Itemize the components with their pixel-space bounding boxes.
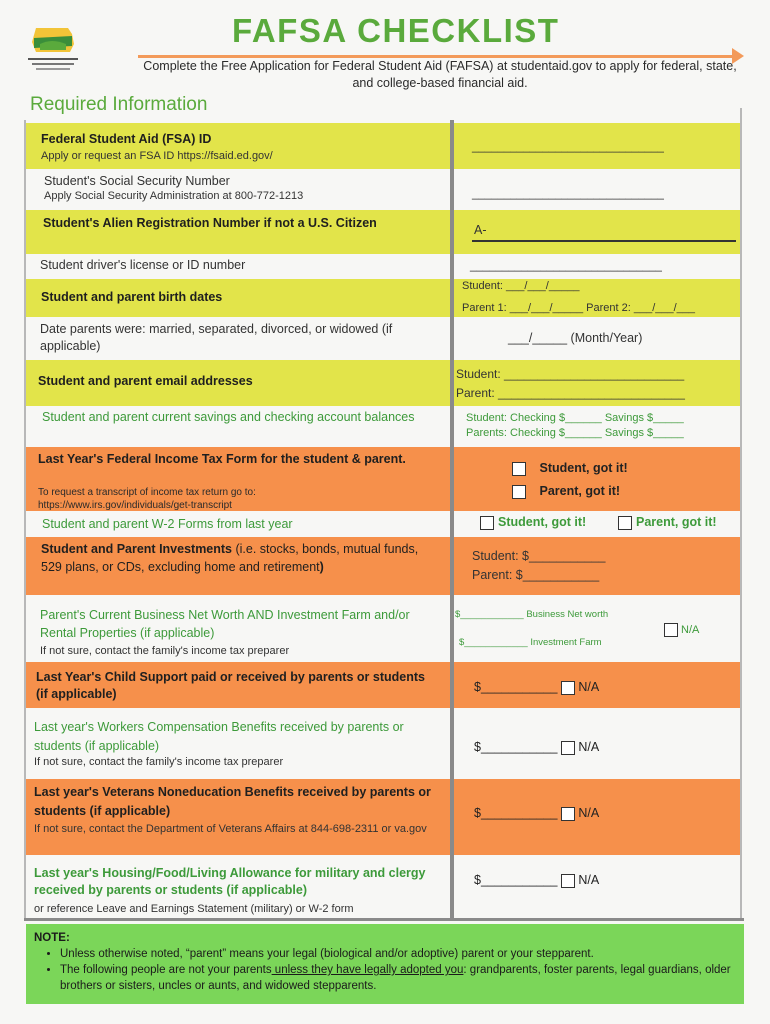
invest-title-rest: (i.e. stocks, bonds, mutual funds, 529 plans, or CDs, excluding home and retirement xyxy=(41,542,419,574)
w2-parent-label: Parent, got it! xyxy=(636,515,717,529)
row-alien-val-bg xyxy=(454,210,740,254)
note-item-parent xyxy=(60,946,736,962)
page-title: FAFSA CHECKLIST xyxy=(232,12,560,49)
child-field[interactable] xyxy=(474,680,599,695)
alien-label: Student's Alien Registration Number if not a U.S. Citizen xyxy=(43,216,377,230)
child-label: Last Year's Child Support paid or received by parents or students (if applicable) xyxy=(36,670,425,701)
email-parent-field[interactable]: Parent: ____________________________ xyxy=(456,386,685,400)
checkbox-icon[interactable] xyxy=(664,623,678,637)
veterans-label: Last year's Veterans Noneducation Benefits received by parents or students (if applicable) xyxy=(34,785,431,818)
savings-student-field[interactable]: Student: Checking $______ Savings $_____ xyxy=(466,412,684,424)
fsa-field[interactable]: ______________________________ xyxy=(472,141,664,153)
housing-amount[interactable]: $___________ xyxy=(474,873,558,887)
column-divider xyxy=(450,120,454,918)
note-box xyxy=(26,924,744,1004)
row-tax-val-bg xyxy=(454,447,740,511)
license-field[interactable]: ______________________________ xyxy=(470,260,662,272)
workers-na-label: N/A xyxy=(578,740,600,754)
workers-amount[interactable]: $___________ xyxy=(474,740,558,754)
checkbox-icon[interactable] xyxy=(561,681,575,695)
invest-parent-field[interactable]: Parent: $___________ xyxy=(472,568,600,582)
veterans-amount[interactable]: $___________ xyxy=(474,806,558,820)
email-label: Student and parent email addresses xyxy=(38,374,253,388)
section-title: Required Information xyxy=(30,94,208,115)
bottom-divider xyxy=(24,918,744,921)
checkbox-icon[interactable] xyxy=(561,874,575,888)
ssn-field[interactable]: ______________________________ xyxy=(472,188,664,200)
alien-field[interactable]: A- xyxy=(474,223,487,237)
married-label: Date parents were: married, separated, divorced, or widowed (if applicable) xyxy=(40,322,393,353)
fsa-label: Federal Student Aid (FSA) ID xyxy=(41,132,212,146)
tax-label: Last Year's Federal Income Tax Form for the student & parent. xyxy=(38,452,406,466)
note-item2-a: The following people are not your parents xyxy=(60,964,272,976)
child-na-label: N/A xyxy=(578,680,600,694)
note-heading: NOTE: xyxy=(34,932,70,944)
checkbox-icon[interactable] xyxy=(512,485,526,499)
ssn-label: Student's Social Security Number xyxy=(44,174,230,188)
note-item2-b: : grandparents, foster parents, legal guardians, older brothers or sisters, uncles or aunts, and widowed stepparents. xyxy=(60,964,731,992)
business-na-label: N/A xyxy=(681,623,700,636)
note-item2-underlined: unless they have legally adopted you xyxy=(271,964,464,976)
workers-sub: If not sure, contact the family's income tax preparer xyxy=(34,756,284,768)
checkbox-icon[interactable] xyxy=(561,741,575,755)
tax-student-label: Student, got it! xyxy=(539,461,628,475)
right-border xyxy=(740,108,742,918)
checkbox-icon[interactable] xyxy=(512,462,526,476)
w2-student-check[interactable] xyxy=(480,515,586,530)
ssn-sub: Apply Social Security Administration at 800-772-1213 xyxy=(44,190,304,202)
w2-label: Student and parent W-2 Forms from last year xyxy=(42,517,293,531)
tax-parent-label: Parent, got it! xyxy=(539,484,621,498)
veterans-field[interactable] xyxy=(474,806,599,821)
email-student-field[interactable]: Student: ___________________________ xyxy=(456,367,685,381)
tax-parent-check[interactable] xyxy=(512,484,620,499)
housing-label: Last year's Housing/Food/Living Allowance for military and clergy received by parents or students (if applicable) xyxy=(34,866,426,897)
page-subtitle: Complete the Free Application for Federal Student Aid (FAFSA) at studentaid.gov to apply for federal, state, and college-based financial aid. xyxy=(143,59,737,90)
business-sub: If not sure, contact the family's income tax preparer xyxy=(40,645,290,657)
tax-sub: To request a transcript of income tax return go to: https://www.irs.gov/individuals/get-transcript xyxy=(38,487,256,511)
note-item-not-parents xyxy=(60,962,736,994)
left-border xyxy=(24,120,26,918)
invest-title: Student and Parent Investments xyxy=(41,542,233,556)
child-amount[interactable]: $___________ xyxy=(474,680,558,694)
note-item1-text: Unless otherwise noted, “parent” means your legal (biological and/or adoptive) parent or your stepparent. xyxy=(60,948,594,960)
savings-parent-field[interactable]: Parents: Checking $______ Savings $_____ xyxy=(466,427,684,439)
housing-sub: or reference Leave and Earnings Statement (military) or W-2 form xyxy=(34,903,354,915)
invest-student-field[interactable]: Student: $___________ xyxy=(472,549,606,563)
invest-title-end: ) xyxy=(319,560,324,574)
birth-parent-field[interactable]: Parent 1: ___/___/_____ Parent 2: ___/___/___ xyxy=(462,302,696,314)
veterans-na-label: N/A xyxy=(578,806,600,820)
veterans-sub: If not sure, contact the Department of Veterans Affairs at 844-698-2311 or va.gov xyxy=(34,823,427,835)
business-networth-field[interactable]: $____________ Business Net worth xyxy=(455,609,609,620)
business-na-check[interactable] xyxy=(664,623,699,637)
married-field[interactable]: ___/_____ (Month/Year) xyxy=(508,331,643,345)
savings-label: Student and parent current savings and checking account balances xyxy=(42,410,415,424)
invest-label xyxy=(41,540,431,576)
business-farm-field[interactable]: $____________ Investment Farm xyxy=(459,637,602,648)
license-label: Student driver's license or ID number xyxy=(40,258,246,272)
fsa-sub: Apply or request an FSA ID https://fsaid.ed.gov/ xyxy=(41,150,273,162)
alien-underline xyxy=(472,240,736,242)
w2-parent-check[interactable] xyxy=(618,515,717,530)
row-invest-val-bg xyxy=(454,537,740,595)
birth-student-field[interactable]: Student: ___/___/_____ xyxy=(462,280,580,292)
birth-label: Student and parent birth dates xyxy=(41,290,223,304)
checkbox-icon[interactable] xyxy=(480,516,494,530)
w2-student-label: Student, got it! xyxy=(498,515,587,529)
iowa-logo xyxy=(22,22,84,74)
housing-field[interactable] xyxy=(474,873,599,888)
note-list xyxy=(60,946,736,994)
workers-field[interactable] xyxy=(474,740,599,755)
tax-student-check[interactable] xyxy=(512,461,628,476)
checkbox-icon[interactable] xyxy=(561,807,575,821)
housing-na-label: N/A xyxy=(578,873,600,887)
checkbox-icon[interactable] xyxy=(618,516,632,530)
business-label: Parent's Current Business Net Worth AND Investment Farm and/or Rental Properties (if applicable) xyxy=(40,608,410,640)
workers-label: Last year's Workers Compensation Benefits received by parents or students (if applicable) xyxy=(34,720,404,753)
